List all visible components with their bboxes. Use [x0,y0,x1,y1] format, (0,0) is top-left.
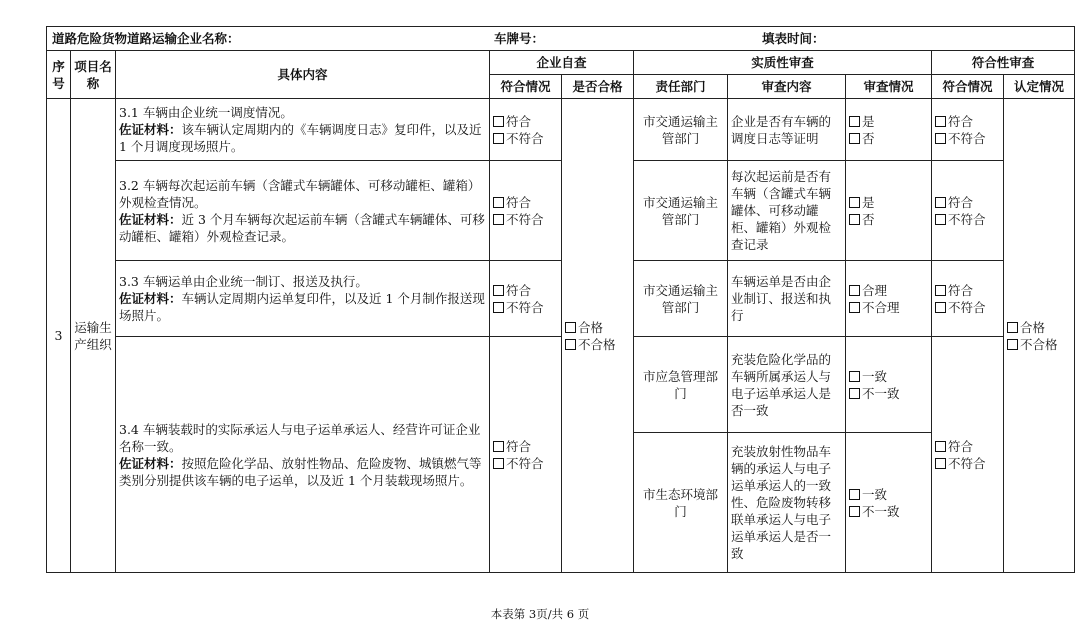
content-header: 具体内容 [116,51,490,99]
checkbox[interactable] [849,285,860,296]
company-name-label: 道路危险货物道路运输企业名称： [52,30,240,46]
checkbox[interactable] [493,302,504,313]
checkbox[interactable] [493,197,504,208]
item-3-3-content [116,261,490,337]
checkbox[interactable] [493,116,504,127]
checkbox[interactable] [935,116,946,127]
conf-result-options: 合格 不合格 [1004,99,1075,573]
checkbox[interactable] [849,388,860,399]
fill-date-label: 填表时间： [762,30,825,46]
page-footer: 本表第 3页/共 6 页 [490,607,590,621]
review-status-options: 一致 不一致 [846,337,932,433]
checkbox[interactable] [849,489,860,500]
conf-result-header: 认定情况 [1004,75,1075,99]
item-3-2-content [116,161,490,261]
checkbox[interactable] [935,302,946,313]
review-status-options: 一致 不一致 [846,433,932,573]
conf-status-options: 符合 不符合 [932,337,1004,573]
responsible-dept: 市应急管理部门 [634,337,728,433]
checkbox[interactable] [935,133,946,144]
item-title: 3.2 车辆每次起运前车辆（含罐式车辆罐体、可移动罐柜、罐箱）外观检查情况。 [119,177,481,210]
self-status-header: 符合情况 [490,75,562,99]
self-pass-header: 是否合格 [562,75,634,99]
item-title: 3.1 车辆由企业统一调度情况。 [119,105,293,120]
conf-status-header: 符合情况 [932,75,1004,99]
checkbox[interactable] [565,339,576,350]
checkbox[interactable] [1007,322,1018,333]
review-status-options: 是 否 [846,161,932,261]
item-3-1-content [116,99,490,161]
conf-status-options: 符合 不符合 [932,261,1004,337]
evidence-text: 按照危险化学品、放射性物品、危险废物、城镇燃气等类别分别提供该车辆的电子运单，以及近 1 个月装载现场照片。 [119,455,482,488]
evidence-label: 佐证材料： [119,291,182,306]
conf-status-options: 符合 不符合 [932,99,1004,161]
evidence-text: 车辆认定周期内运单复印件，以及近 1 个月制作报送现场照片。 [119,291,485,323]
item-name-header: 项目名称 [71,51,116,99]
evidence-label: 佐证材料： [119,122,182,137]
review-status-options: 是 否 [846,99,932,161]
checkbox[interactable] [849,506,860,517]
checkbox[interactable] [935,214,946,225]
evidence-text: 近 3 个月车辆每次起运前车辆（含罐式车辆罐体、可移动罐柜、罐箱）外观检查记录。 [119,211,485,244]
review-content: 车辆运单是否由企业制订、报送和执行 [728,261,846,337]
checkbox[interactable] [935,285,946,296]
section-seq: 3 [47,99,71,573]
checkbox[interactable] [493,214,504,225]
checkbox[interactable] [493,441,504,452]
checkbox[interactable] [1007,339,1018,350]
review-content: 每次起运前是否有车辆（含罐式车辆罐体、可移动罐柜、罐箱）外观检查记录 [728,161,846,261]
responsible-dept: 市生态环境部门 [634,433,728,573]
review-status-header: 审查情况 [846,75,932,99]
responsible-dept: 市交通运输主管部门 [634,99,728,161]
evidence-text: 该车辆认定周期内的《车辆调度日志》复印件，以及近 1 个月调度现场照片。 [119,122,482,154]
checkbox[interactable] [935,441,946,452]
checkbox[interactable] [565,322,576,333]
self-status-options: 符合 不符合 [490,337,562,573]
checkbox[interactable] [849,133,860,144]
checkbox[interactable] [493,133,504,144]
responsible-dept: 市交通运输主管部门 [634,161,728,261]
section-name: 运输生产组织 [71,99,116,573]
self-check-header: 企业自查 [490,51,634,75]
checkbox[interactable] [849,214,860,225]
review-content-header: 审查内容 [728,75,846,99]
self-status-options: 符合 不符合 [490,261,562,337]
plate-number-label: 车牌号： [494,30,545,46]
conf-status-options: 符合 不符合 [932,161,1004,261]
checkbox[interactable] [849,197,860,208]
responsible-dept: 市交通运输主管部门 [634,261,728,337]
substantive-review-header: 实质性审查 [634,51,932,75]
seq-header: 序号 [47,51,71,99]
self-status-options: 符合 不符合 [490,99,562,161]
dept-header: 责任部门 [634,75,728,99]
review-content: 充装放射性物品车辆的承运人与电子运单承运人的一致性、危险废物转移联单承运人与电子运单承运人是否一致 [728,433,846,573]
item-title: 3.4 车辆装载时的实际承运人与电子运单承运人、经营许可证企业名称一致。 [119,421,481,454]
checkbox[interactable] [935,197,946,208]
checkbox[interactable] [849,371,860,382]
evidence-label: 佐证材料： [119,211,182,227]
review-status-options: 合理 不合理 [846,261,932,337]
self-pass-options: 合格 不合格 [562,99,634,573]
review-content: 充装危险化学品的车辆所属承运人与电子运单承运人是否一致 [728,337,846,433]
checkbox[interactable] [849,302,860,313]
inspection-table [46,26,1075,573]
item-3-4-content [116,337,490,573]
self-status-options: 符合 不符合 [490,161,562,261]
checkbox[interactable] [935,458,946,469]
form-title-row [47,27,1075,51]
evidence-label: 佐证材料： [119,455,182,471]
checkbox[interactable] [493,285,504,296]
checkbox[interactable] [493,458,504,469]
checkbox[interactable] [849,116,860,127]
conformity-review-header: 符合性审查 [932,51,1075,75]
review-content: 企业是否有车辆的调度日志等证明 [728,99,846,161]
item-title: 3.3 车辆运单由企业统一制订、报送及执行。 [119,274,368,289]
